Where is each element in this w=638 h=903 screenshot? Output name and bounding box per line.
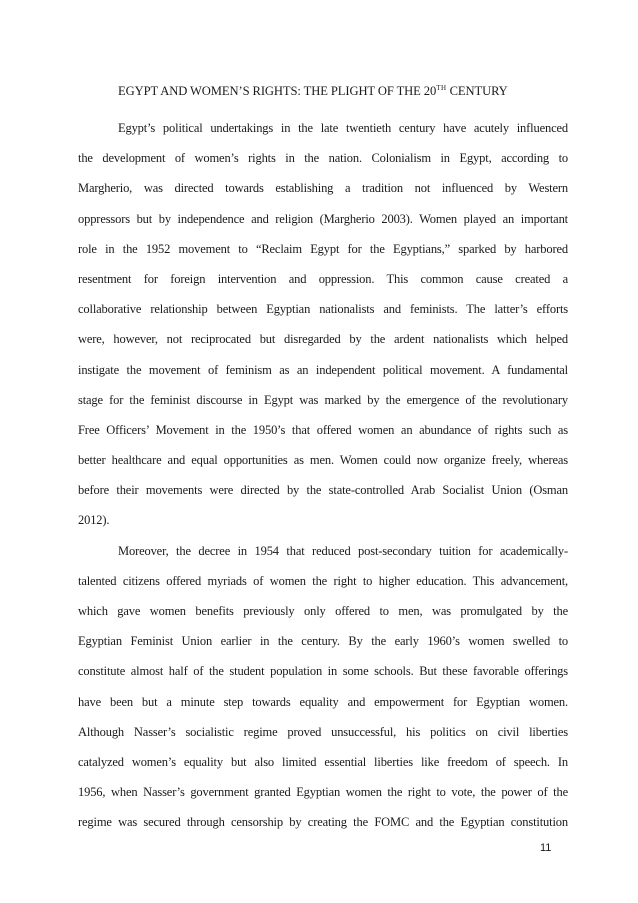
paragraph-line: Free Officers’ Movement in the 1950’s that offered women an abundance of rights such as — [78, 422, 568, 437]
paragraph-line: catalyzed women’s equality but also limited essential liberties like freedom of speech. In — [78, 754, 568, 769]
paragraph-line: better healthcare and equal opportunities as men. Women could now organize freely, whereas — [78, 453, 568, 468]
paragraph-line: the development of women’s rights in the nation. Colonialism in Egypt, according to — [78, 151, 568, 166]
paragraph-line: collaborative relationship between Egyptian nationalists and feminists. The latter’s efforts — [78, 302, 568, 317]
paragraph-line: Moreover, the decree in 1954 that reduced post-secondary tuition for academically- — [118, 543, 568, 558]
title-superscript: TH — [436, 84, 447, 92]
paragraph-line: oppressors but by independence and religion (Margherio 2003). Women played an important — [78, 211, 568, 226]
paragraph-line: talented citizens offered myriads of women the right to higher education. This advancement, — [78, 573, 568, 588]
paragraph-line: Margherio, was directed towards establishing a tradition not influenced by Western — [78, 181, 568, 196]
paragraph-line: 2012). — [78, 513, 110, 528]
paragraph-line: regime was secured through censorship by creating the FOMC and the Egyptian constitution — [78, 815, 568, 830]
paragraph-line: were, however, not reciprocated but disregarded by the ardent nationalists which helped — [78, 332, 568, 347]
paragraph-line: Egypt’s political undertakings in the late twentieth century have acutely influenced — [118, 121, 568, 135]
document-title — [118, 80, 508, 99]
title-main: EGYPT AND WOMEN’S RIGHTS: THE PLIGHT OF THE 20 — [118, 84, 437, 98]
paragraph-line: role in the 1952 movement to “Reclaim Egypt for the Egyptians,” sparked by harbored — [78, 241, 568, 256]
paragraph-line: have been but a minute step towards equality and empowerment for Egyptian women. — [78, 694, 568, 709]
body-text — [78, 113, 568, 838]
paragraph-line: instigate the movement of feminism as an independent political movement. A fundamental — [78, 362, 568, 377]
paragraph-line: Egyptian Feminist Union earlier in the century. By the early 1960’s women swelled to — [78, 634, 568, 649]
paragraph-2 — [78, 536, 568, 838]
paragraph-line: 1956, when Nasser’s government granted Egyptian women the right to vote, the power of the — [78, 785, 568, 800]
paragraph-1 — [78, 113, 568, 536]
title-end: CENTURY — [446, 84, 508, 98]
paragraph-line: resentment for foreign intervention and oppression. This common cause created a — [78, 271, 568, 286]
page-number: 11 — [540, 842, 552, 854]
paragraph-line: before their movements were directed by the state-controlled Arab Socialist Union (Osman — [78, 483, 568, 498]
paragraph-line: constitute almost half of the student population in some schools. But these favorable offerings — [78, 664, 568, 679]
paragraph-line: Although Nasser’s socialistic regime proved unsuccessful, his politics on civil liberties — [78, 724, 568, 739]
paragraph-line: stage for the feminist discourse in Egypt was marked by the emergence of the revolutionary — [78, 392, 568, 407]
paragraph-line: which gave women benefits previously only offered to men, was promulgated by the — [78, 604, 568, 618]
